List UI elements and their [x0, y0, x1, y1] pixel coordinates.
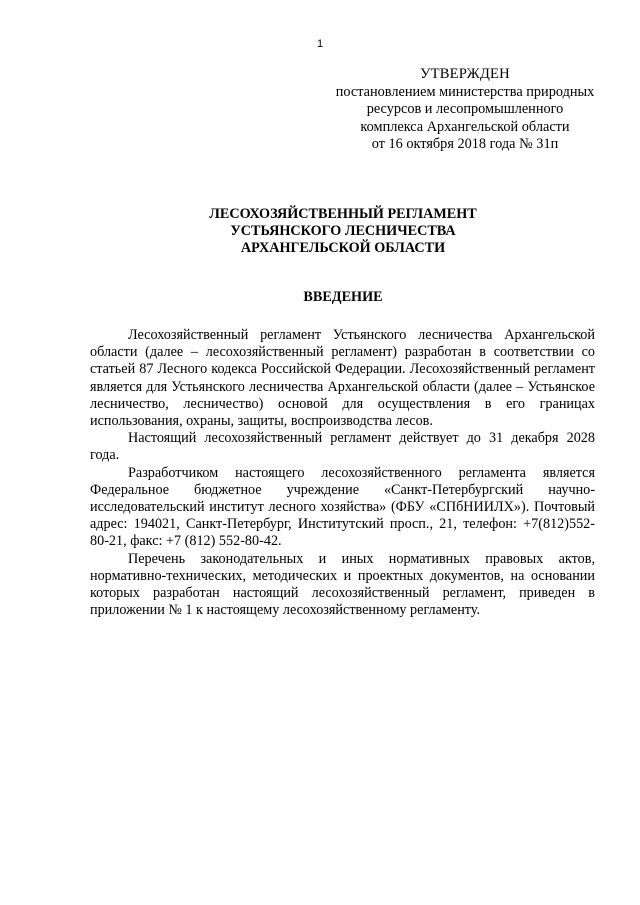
document-title-line: АРХАНГЕЛЬСКОЙ ОБЛАСТИ — [240, 240, 446, 256]
approval-date-line: от 16 октября 2018 года № 31п — [371, 136, 559, 152]
page-number: 1 — [316, 38, 324, 50]
paragraph: Разработчиком настоящего лесохозяйственного регламента является Федеральное бюджетное учреждение «Санкт-Петербургский научно-исследовательский институт лесного хозяйства» (ФБУ «СПбНИИЛХ»). Почтовый адрес: 194021, Санкт-Петербург, Институтский просп., 21, телефон: +7(812)552-80-21, факс: +7 (812) 552-80-42. — [90, 464, 595, 550]
approval-line: ресурсов и лесопромышленного — [366, 101, 564, 117]
document-title-line: ЛЕСОХОЗЯЙСТВЕННЫЙ РЕГЛАМЕНТ — [209, 206, 477, 222]
approval-line: постановлением министерства природных — [335, 83, 595, 100]
section-heading: ВВЕДЕНИЕ — [303, 289, 383, 305]
body-text — [90, 327, 595, 619]
approval-block — [300, 66, 630, 154]
document-title — [0, 206, 640, 257]
paragraph: Перечень законодательных и иных нормативных правовых актов, нормативно-технических, методических и проектных документов, на основании которых разработан настоящий лесохозяйственный регламент, приведен в приложении № 1 к настоящему лесохозяйственному регламенту. — [90, 550, 595, 619]
paragraph: Лесохозяйственный регламент Устьянского лесничества Архангельской области (далее – лесохозяйственный регламент) разработан в соответствии со статьей 87 Лесного кодекса Российской Федерации. Лесохозяйственный регламент является для Устьянского лесничества Архангельской области (далее – Устьянское лесничество, лесничество) основой для осуществления в его границах использования, охраны, защиты, воспроизводства лесов. — [90, 327, 595, 430]
document-title-line: УСТЬЯНСКОГО ЛЕСНИЧЕСТВА — [230, 223, 456, 239]
paragraph: Настоящий лесохозяйственный регламент действует до 31 декабря 2028 года. — [90, 430, 595, 464]
approval-heading: УТВЕРЖДЕН — [420, 66, 510, 82]
approval-line: комплекса Архангельской области — [360, 118, 570, 135]
